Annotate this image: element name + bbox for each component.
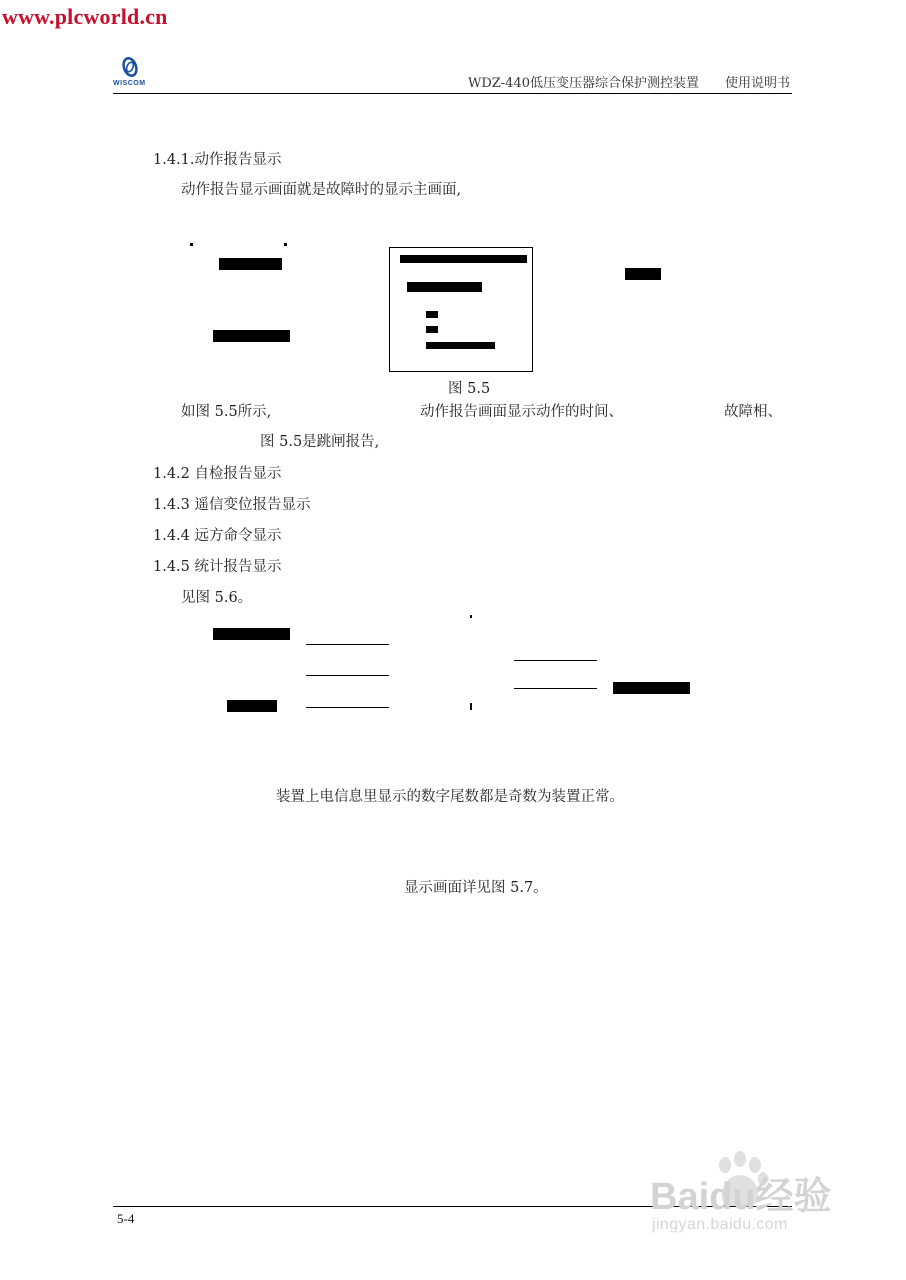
redaction-block [426,326,438,333]
redaction-block [213,330,290,342]
section-heading-3: 1.4.3 遥信变位报告显示 [153,497,311,513]
section-paragraph-1: 动作报告显示画面就是故障时的显示主画面, [181,182,462,198]
page-number: 5-4 [117,1211,135,1226]
figure-description-b: 动作报告画面显示动作的时间、 [420,404,623,420]
redaction-block [219,258,282,270]
redaction-block [426,342,495,349]
redaction-block [426,311,438,318]
blank-line [514,688,597,689]
redaction-mark [470,615,472,618]
figure-description-a: 如图 5.5所示, [181,404,272,420]
figure-description-d: 图 5.5是跳闸报告, [260,434,380,450]
redaction-mark [190,243,193,246]
redaction-block [625,268,661,280]
display-screen-frame [389,247,533,372]
baidu-paw-icon [642,1145,862,1255]
blank-line [306,644,389,645]
baidu-url: jingyan.baidu.com [652,1216,788,1233]
figure-description-c: 故障相、 [724,404,782,420]
section-heading-2: 1.4.2 自检报告显示 [153,466,282,482]
blank-line [306,675,389,676]
header-rule [113,93,792,94]
redaction-mark [284,243,287,246]
see-figure-5-6: 见图 5.6。 [181,590,253,606]
figure-caption: 图 5.5 [448,381,491,397]
redaction-block [400,255,527,263]
site-watermark: www.plcworld.cn [2,4,168,29]
blank-line [306,707,389,708]
redaction-block [213,628,290,640]
baidu-jingyan-watermark [642,1145,862,1255]
logo-text: WISCOM [113,80,146,87]
power-on-note: 装置上电信息里显示的数字尾数都是奇数为装置正常。 [276,789,624,805]
figure-5-7-note: 显示画面详见图 5.7。 [404,880,548,896]
section-heading-4: 1.4.4 远方命令显示 [153,528,282,544]
redaction-mark [470,703,472,710]
section-heading-5: 1.4.5 统计报告显示 [153,559,282,575]
header-title: WDZ-440低压变压器综合保护测控装置 使用说明书 [467,76,790,91]
redaction-block [613,682,690,694]
redaction-block [227,700,277,712]
redaction-block [407,282,482,292]
blank-line [514,660,597,661]
baidu-brand-text: Baidu经验 [650,1176,832,1218]
section-heading-1: 1.4.1.动作报告显示 [153,152,282,168]
